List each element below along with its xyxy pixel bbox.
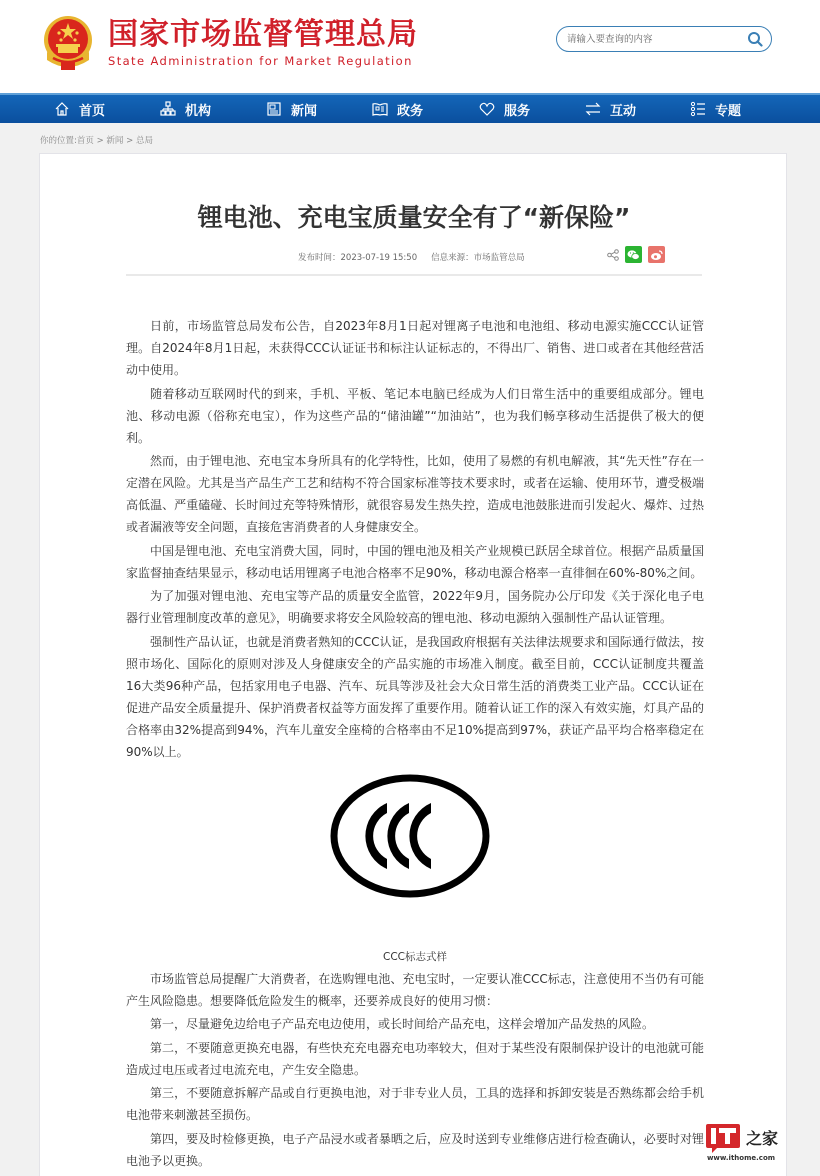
wechat-icon [627, 249, 640, 261]
home-icon [54, 101, 70, 117]
weibo-icon [650, 249, 663, 261]
nav-item-topics[interactable] [690, 95, 741, 123]
source-label: 信息来源： [431, 253, 474, 263]
nav-label: 服务 [504, 103, 531, 119]
article-meta [298, 251, 525, 263]
search-box [556, 26, 772, 52]
article-paragraph: 为了加强对锂电池、充电宝等产品的质量安全监管，2022年9月，国务院办公厅印发《关于深化电子电器行业管理制度改革的意见》，明确要求将安全风险较高的锂电池、移动电源纳入强制性产品认证管理。 [126, 589, 704, 625]
site-subtitle: State Administration for Market Regulation [108, 54, 413, 68]
search-icon[interactable] [747, 31, 763, 47]
share-weibo-button[interactable] [648, 246, 665, 263]
article-paragraph: 中国是锂电池、充电宝消费大国，同时，中国的锂电池及相关产业规模已跃居全球首位。根据产品质量国家监督抽查结果显示，移动电话用锂离子电池合格率不足90%，移动电源合格率一直徘徊在60%-80%之间。 [126, 543, 704, 580]
ithome-watermark [704, 1122, 778, 1168]
ccc-figure [126, 773, 704, 968]
publish-time: 2023-07-19 15:50 [340, 253, 418, 263]
source-name: 市场监管总局 [473, 253, 525, 263]
government-book-icon [372, 101, 388, 117]
topic-list-icon [690, 101, 706, 117]
nav-label: 互动 [610, 103, 637, 119]
exchange-arrows-icon [585, 101, 601, 117]
nav-label: 政务 [397, 103, 424, 119]
article-paragraph: 市场监管总局提醒广大消费者，在选购锂电池、充电宝时，一定要认准CCC标志，注意使用不当仍有可能产生风险隐患。想要降低危险发生的概率，还要养成良好的使用习惯： [126, 971, 704, 1008]
nav-label: 新闻 [291, 103, 318, 119]
nav-item-government[interactable] [372, 95, 423, 123]
breadcrumb-separator: > [93, 136, 107, 146]
article-title: 锂电池、充电宝质量安全有了“新保险” [197, 203, 631, 232]
article-paragraph: 第三，不要随意拆解产品或自行更换电池，对于非专业人员，工具的选择和拆卸安装是否熟练都会给手机电池带来刺激甚至损伤。 [126, 1086, 704, 1122]
breadcrumb-headquarters[interactable]: 总局 [135, 136, 153, 146]
ithome-logo-icon [704, 1122, 778, 1154]
article-paragraph: 强制性产品认证，也就是消费者熟知的CCC认证，是我国政府根据有关法律法规要求和国际通行做法，按照市场化、国际化的原则对涉及人身健康安全的产品实施的市场准入制度。截至目前，CCC认证制度共覆盖16大类96种产品，包括家用电子电器、汽车、玩具等涉及社会大众日常生活的消费类工业产品。CCC认证在促进产品安全质量提升、保护消费者权益等方面发挥了重要作用。随着认证工作的深入有效实施，灯具产品的合格率由32%提高到94%，汽车儿童安全座椅的合格率由不足10%提高到97%，获证产品平均合格率稳定在90%以上。 [126, 634, 704, 759]
breadcrumb-home[interactable]: 首页 [76, 136, 94, 146]
nav-item-service[interactable] [479, 95, 530, 123]
share-bar [607, 246, 665, 263]
watermark-url: www.ithome.com [706, 1154, 776, 1162]
site-title[interactable]: 国家市场监督管理总局 [108, 17, 418, 52]
ccc-mark-icon [329, 773, 491, 899]
article-card [39, 153, 787, 1176]
article-paragraph: 第四，要及时检修更换，电子产品浸水或者暴晒之后，应及时送到专业维修店进行检查确认，必要时对锂电池予以更换。 [126, 1131, 704, 1168]
article-paragraph: 日前，市场监管总局发布公告，自2023年8月1日起对锂离子电池和电池组、移动电源实施CCC认证管理。自2024年8月1日起，未获得CCC认证证书和标注认证标志的，不得出厂、销售、进口或者在其他经营活动中使用。 [126, 319, 704, 377]
nav-item-interaction[interactable] [585, 95, 636, 123]
main-nav [0, 93, 820, 123]
heart-icon [479, 101, 495, 117]
article-body [126, 315, 704, 1173]
breadcrumb-separator: > [123, 136, 136, 146]
nav-item-organization[interactable] [160, 95, 211, 123]
article-paragraph: 第二，不要随意更换充电器，有些快充充电器充电功率较大，但对于某些没有限制保护设计的电池就可能造成过电压或者过电流充电，产生安全隐患。 [126, 1040, 704, 1077]
publish-label: 发布时间： [298, 253, 341, 263]
search-input[interactable] [567, 31, 737, 47]
nav-label: 机构 [185, 103, 212, 119]
title-divider [126, 274, 702, 276]
org-chart-icon [160, 101, 176, 117]
share-icon[interactable] [607, 249, 619, 261]
svg-text:之家: 之家 [746, 1129, 778, 1148]
nav-label: 专题 [715, 103, 742, 119]
breadcrumb-news[interactable]: 新闻 [106, 136, 124, 146]
site-header [0, 0, 820, 93]
nav-label: 首页 [79, 103, 106, 119]
breadcrumb-prefix: 你的位置: [40, 136, 77, 146]
share-wechat-button[interactable] [625, 246, 642, 263]
news-icon [266, 101, 282, 117]
article-paragraph: 随着移动互联网时代的到来，手机、平板、笔记本电脑已经成为人们日常生活中的重要组成部分。锂电池、移动电源（俗称充电宝），作为这些产品的“储油罐”“加油站”，也为我们畅享移动生活提供了极大的便利。 [126, 386, 704, 445]
breadcrumb [40, 134, 153, 146]
nav-item-home[interactable] [54, 95, 105, 123]
nav-item-news[interactable] [266, 95, 317, 123]
article-paragraph: 然而，由于锂电池、充电宝本身所具有的化学特性，比如，使用了易燃的有机电解液，其“先天性”存在一定潜在风险。尤其是当产品生产工艺和结构不符合国家标准等技术要求时，或者在运输、使用环节，遭受极端高低温、严重磕碰、长时间过充等特殊情形，就很容易发生热失控，造成电池鼓胀进而引发起火、爆炸、过热或者漏液等安全问题，直接危害消费者的人身健康安全。 [126, 454, 704, 534]
article-paragraph: 第一，尽量避免边给电子产品充电边使用，或长时间给产品充电，这样会增加产品发热的风险。 [150, 1017, 655, 1031]
figure-caption: CCC标志式样 [383, 950, 447, 963]
national-emblem-icon [41, 14, 95, 72]
